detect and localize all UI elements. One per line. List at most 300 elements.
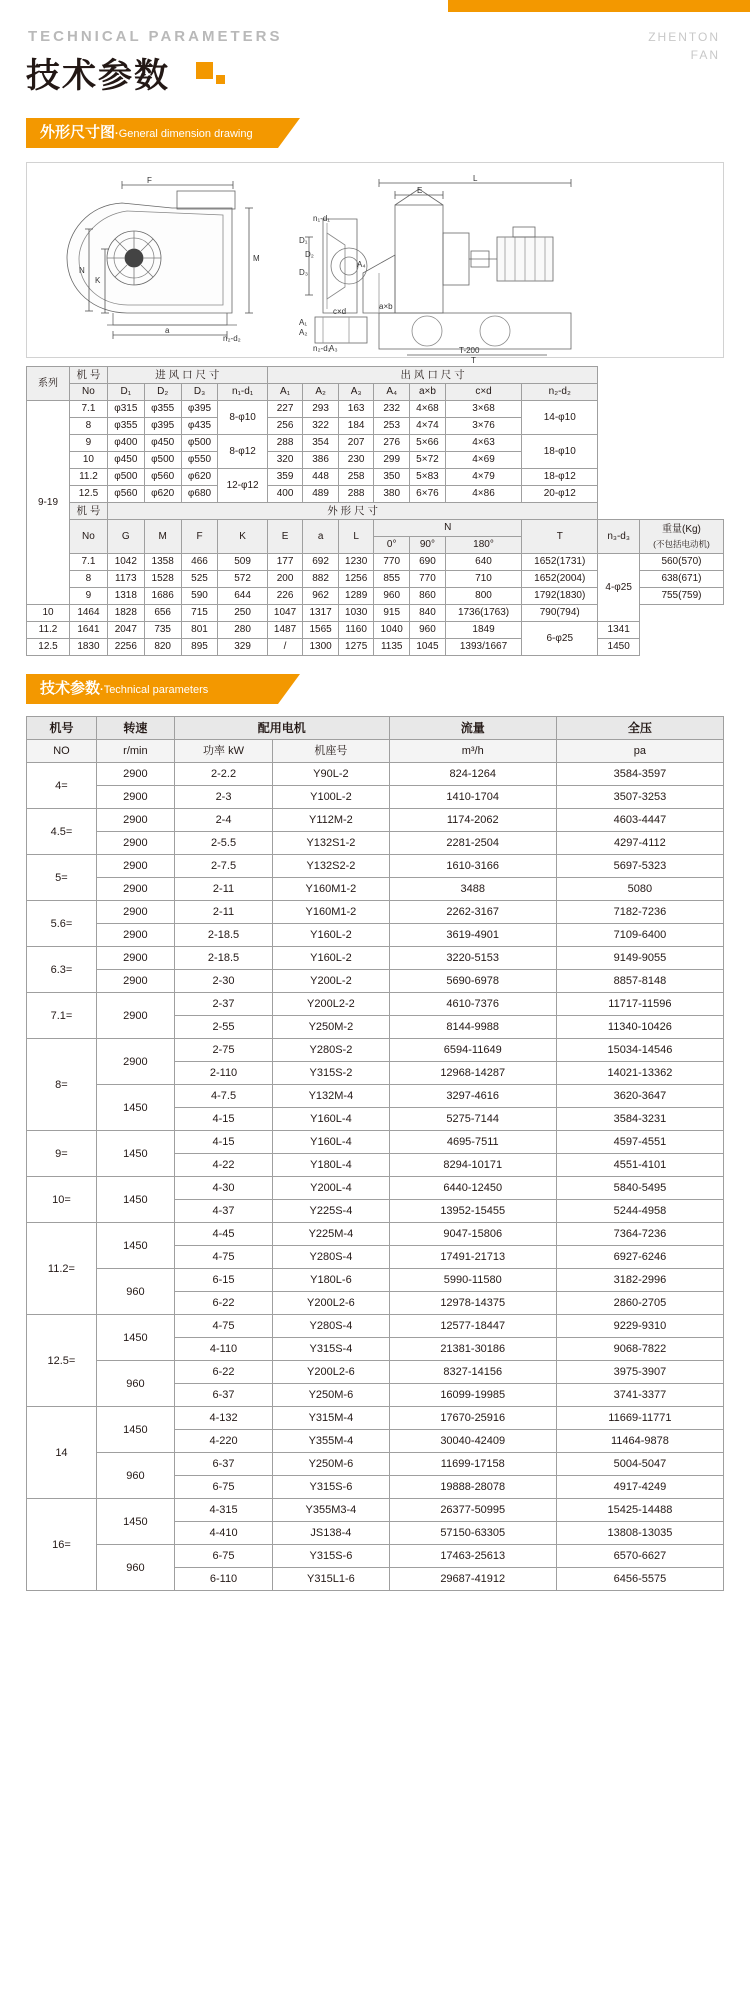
cell-a: 962 bbox=[303, 588, 339, 605]
param-cell-power: 2-30 bbox=[174, 970, 272, 993]
param-cell-pressure: 11464-9878 bbox=[556, 1430, 723, 1453]
table-row bbox=[27, 1453, 724, 1476]
cell-no: 12.5 bbox=[27, 639, 70, 656]
cell-a2: 448 bbox=[303, 469, 339, 486]
col2-weight bbox=[639, 520, 723, 554]
param-cell-pressure: 3584-3231 bbox=[556, 1108, 723, 1131]
cell-cxd: 4×86 bbox=[445, 486, 521, 503]
cell-d1: φ560 bbox=[107, 486, 144, 503]
svg-text:a×b: a×b bbox=[379, 302, 393, 311]
param-unit-speed: r/min bbox=[96, 740, 174, 763]
param-cell-flow: 26377-50995 bbox=[389, 1499, 556, 1522]
col-a1: A₁ bbox=[267, 384, 303, 401]
svg-text:A₄: A₄ bbox=[357, 260, 366, 269]
param-cell-frame: Y315S-6 bbox=[273, 1476, 390, 1499]
param-cell-frame: Y180L-4 bbox=[273, 1154, 390, 1177]
param-cell-pressure: 2860-2705 bbox=[556, 1292, 723, 1315]
param-cell-frame: Y315S-6 bbox=[273, 1545, 390, 1568]
param-cell-frame: Y132S1-2 bbox=[273, 832, 390, 855]
param-cell-frame: Y355M3-4 bbox=[273, 1499, 390, 1522]
param-cell-power: 4-7.5 bbox=[174, 1085, 272, 1108]
section-title-dimension-drawing bbox=[26, 118, 300, 148]
param-cell-frame: Y200L-2 bbox=[273, 970, 390, 993]
param-cell-pressure: 15034-14546 bbox=[556, 1039, 723, 1062]
cell-n180: 710 bbox=[445, 571, 521, 588]
cell-l: 1230 bbox=[338, 554, 374, 571]
param-cell-pressure: 7182-7236 bbox=[556, 901, 723, 924]
param-cell-power: 4-132 bbox=[174, 1407, 272, 1430]
cell-n0: 1160 bbox=[338, 622, 374, 639]
svg-text:E: E bbox=[417, 186, 423, 195]
col2-k: K bbox=[218, 520, 267, 554]
col2-g: G bbox=[107, 520, 144, 554]
col-n1d1: n₁-d₁ bbox=[218, 384, 267, 401]
weight-note: (不包括电动机) bbox=[653, 538, 710, 549]
brand-line-2: FAN bbox=[690, 48, 720, 62]
ribbon-en-label: General dimension drawing bbox=[118, 128, 253, 140]
dimension-table-inlet-outlet bbox=[26, 366, 724, 656]
cell-a: / bbox=[267, 639, 303, 656]
param-cell-power: 4-45 bbox=[174, 1223, 272, 1246]
cell-a1: 359 bbox=[267, 469, 303, 486]
cell-a4: 276 bbox=[374, 435, 410, 452]
cell-a4: 299 bbox=[374, 452, 410, 469]
cell-weight: 1450 bbox=[598, 639, 640, 656]
fan-drawing-svg bbox=[27, 163, 723, 365]
cell-f: 656 bbox=[144, 605, 181, 622]
param-cell-frame: Y315L1-6 bbox=[273, 1568, 390, 1591]
cell-a2: 293 bbox=[303, 401, 339, 418]
cell-n90: 1135 bbox=[374, 639, 410, 656]
cell-no: 10 bbox=[27, 605, 70, 622]
param-cell-pressure: 4297-4112 bbox=[556, 832, 723, 855]
param-cell-speed: 1450 bbox=[96, 1315, 174, 1361]
param-cell-speed: 1450 bbox=[96, 1131, 174, 1177]
table-row bbox=[27, 1545, 724, 1568]
table-row bbox=[27, 878, 724, 901]
param-cell-frame: Y200L2-6 bbox=[273, 1361, 390, 1384]
param-cell-pressure: 5244-4958 bbox=[556, 1200, 723, 1223]
param-cell-pressure: 3182-2996 bbox=[556, 1269, 723, 1292]
cell-g: 1173 bbox=[107, 571, 144, 588]
ribbon-cn-label-2: 技术参数 bbox=[40, 680, 101, 697]
cell-no: 11.2 bbox=[27, 622, 70, 639]
cell-k: 572 bbox=[218, 571, 267, 588]
param-cell-frame: Y132M-4 bbox=[273, 1085, 390, 1108]
param-header-pressure: 全压 bbox=[556, 717, 723, 740]
cell-a1: 227 bbox=[267, 401, 303, 418]
param-cell-pressure: 6570-6627 bbox=[556, 1545, 723, 1568]
param-cell-frame: Y225S-4 bbox=[273, 1200, 390, 1223]
table-row bbox=[27, 786, 724, 809]
table-row bbox=[27, 1499, 724, 1522]
table-row bbox=[27, 832, 724, 855]
cell-f: 525 bbox=[181, 571, 218, 588]
col2-m: M bbox=[144, 520, 181, 554]
cell-d2: φ620 bbox=[144, 486, 181, 503]
param-cell-pressure: 4597-4551 bbox=[556, 1131, 723, 1154]
param-cell-power: 6-37 bbox=[174, 1384, 272, 1407]
table-row bbox=[27, 639, 724, 656]
table-row bbox=[27, 1223, 724, 1246]
ribbon-arrow bbox=[278, 118, 300, 148]
header-series: 系列 bbox=[27, 367, 70, 401]
ribbon-text bbox=[40, 118, 253, 148]
cell-l: 1289 bbox=[338, 588, 374, 605]
param-cell-pressure: 5004-5047 bbox=[556, 1453, 723, 1476]
cell-t: 1652(2004) bbox=[522, 571, 598, 588]
param-cell-flow: 57150-63305 bbox=[389, 1522, 556, 1545]
param-cell-pressure: 6927-6246 bbox=[556, 1246, 723, 1269]
col2-f: F bbox=[181, 520, 218, 554]
param-cell-power: 6-37 bbox=[174, 1453, 272, 1476]
ribbon-text-2 bbox=[40, 674, 208, 704]
param-cell-speed: 1450 bbox=[96, 1499, 174, 1545]
cell-f: 466 bbox=[181, 554, 218, 571]
ribbon-dot: · bbox=[115, 128, 119, 140]
param-cell-power: 2-7.5 bbox=[174, 855, 272, 878]
technical-parameters-table bbox=[26, 716, 724, 1591]
param-cell-speed: 2900 bbox=[96, 1039, 174, 1085]
col-a3: A₃ bbox=[338, 384, 374, 401]
param-cell-speed: 2900 bbox=[96, 993, 174, 1039]
param-cell-flow: 17463-25613 bbox=[389, 1545, 556, 1568]
param-cell-frame: Y315S-2 bbox=[273, 1062, 390, 1085]
table-row bbox=[27, 486, 724, 503]
param-cell-pressure: 3620-3647 bbox=[556, 1085, 723, 1108]
table-row bbox=[27, 1177, 724, 1200]
cell-weight: 638(671) bbox=[639, 571, 723, 588]
cell-n3d3: 4-φ25 bbox=[598, 554, 640, 622]
svg-text:n₂-d₂: n₂-d₂ bbox=[223, 334, 241, 343]
table-row bbox=[27, 1039, 724, 1062]
cell-g: 1830 bbox=[70, 639, 108, 656]
cell-g: 1641 bbox=[70, 622, 108, 639]
cell-a2: 322 bbox=[303, 418, 339, 435]
cell-a4: 380 bbox=[374, 486, 410, 503]
cell-axb: 5×72 bbox=[409, 452, 445, 469]
param-cell-frame: Y160L-4 bbox=[273, 1108, 390, 1131]
cell-e: 329 bbox=[218, 639, 267, 656]
cell-n90: 1040 bbox=[374, 622, 410, 639]
cell-n0: 1275 bbox=[338, 639, 374, 656]
param-cell-model-no: 5.6= bbox=[27, 901, 97, 947]
param-cell-power: 2-5.5 bbox=[174, 832, 272, 855]
cell-d3: φ500 bbox=[181, 435, 218, 452]
cell-weight: 560(570) bbox=[639, 554, 723, 571]
param-cell-flow: 30040-42409 bbox=[389, 1430, 556, 1453]
cell-no: 8 bbox=[70, 418, 108, 435]
header-english-title: TECHNICAL PARAMETERS bbox=[28, 28, 283, 45]
col2-no: No bbox=[70, 520, 108, 554]
svg-text:a: a bbox=[165, 326, 170, 335]
param-cell-pressure: 4917-4249 bbox=[556, 1476, 723, 1499]
param-cell-frame: Y100L-2 bbox=[273, 786, 390, 809]
param-unit-power: 功率 kW bbox=[174, 740, 272, 763]
col-n2d2: n₂-d₂ bbox=[522, 384, 598, 401]
param-cell-flow: 3297-4616 bbox=[389, 1085, 556, 1108]
table-row bbox=[27, 1269, 724, 1292]
col2-n-90: 90° bbox=[409, 537, 445, 554]
param-cell-pressure: 9229-9310 bbox=[556, 1315, 723, 1338]
cell-no: 9 bbox=[70, 588, 108, 605]
svg-text:A₂: A₂ bbox=[299, 328, 308, 337]
param-header-flow: 流量 bbox=[389, 717, 556, 740]
col2-n-180: 180° bbox=[445, 537, 521, 554]
table-row bbox=[27, 401, 724, 418]
table-row bbox=[27, 1361, 724, 1384]
cell-g: 1042 bbox=[107, 554, 144, 571]
param-cell-model-no: 8= bbox=[27, 1039, 97, 1131]
param-cell-flow: 13952-15455 bbox=[389, 1200, 556, 1223]
cell-no: 10 bbox=[70, 452, 108, 469]
param-cell-pressure: 14021-13362 bbox=[556, 1062, 723, 1085]
param-table-body bbox=[27, 763, 724, 1591]
param-cell-pressure: 5840-5495 bbox=[556, 1177, 723, 1200]
param-cell-flow: 3220-5153 bbox=[389, 947, 556, 970]
param-cell-power: 6-22 bbox=[174, 1361, 272, 1384]
cell-f: 590 bbox=[181, 588, 218, 605]
cell-e: 200 bbox=[267, 571, 303, 588]
cell-n90: 915 bbox=[374, 605, 410, 622]
cell-k: 509 bbox=[218, 554, 267, 571]
cell-f: 820 bbox=[144, 639, 181, 656]
cell-n90: 860 bbox=[409, 588, 445, 605]
svg-text:n₂-d₂: n₂-d₂ bbox=[313, 344, 331, 353]
cell-l: 1565 bbox=[303, 622, 339, 639]
cell-d1: φ355 bbox=[107, 418, 144, 435]
param-cell-frame: Y355M-4 bbox=[273, 1430, 390, 1453]
param-header-no: 机号 bbox=[27, 717, 97, 740]
ribbon-cn-label: 外形尺寸图 bbox=[40, 124, 116, 141]
param-cell-frame: Y200L2-6 bbox=[273, 1292, 390, 1315]
param-cell-frame: Y280S-4 bbox=[273, 1315, 390, 1338]
table-row bbox=[27, 924, 724, 947]
cell-a1: 320 bbox=[267, 452, 303, 469]
cell-n180: 960 bbox=[409, 622, 445, 639]
param-cell-model-no: 10= bbox=[27, 1177, 97, 1223]
cell-a2: 386 bbox=[303, 452, 339, 469]
param-cell-frame: JS138-4 bbox=[273, 1522, 390, 1545]
cell-t: 1393/1667 bbox=[445, 639, 521, 656]
param-cell-frame: Y315M-4 bbox=[273, 1407, 390, 1430]
cell-d2: φ560 bbox=[144, 469, 181, 486]
cell-e: 250 bbox=[218, 605, 267, 622]
param-cell-flow: 4695-7511 bbox=[389, 1131, 556, 1154]
decorative-square-small bbox=[216, 75, 225, 84]
param-cell-speed: 1450 bbox=[96, 1223, 174, 1269]
param-cell-power: 4-15 bbox=[174, 1108, 272, 1131]
param-cell-power: 6-75 bbox=[174, 1545, 272, 1568]
table-row bbox=[27, 1085, 724, 1108]
cell-m: 2047 bbox=[107, 622, 144, 639]
col-a2: A₂ bbox=[303, 384, 339, 401]
param-cell-frame: Y225M-4 bbox=[273, 1223, 390, 1246]
cell-a1: 256 bbox=[267, 418, 303, 435]
param-cell-pressure: 3507-3253 bbox=[556, 786, 723, 809]
cell-no: 12.5 bbox=[70, 486, 108, 503]
table-row bbox=[27, 469, 724, 486]
cell-d2: φ355 bbox=[144, 401, 181, 418]
decorative-square-large bbox=[196, 62, 213, 79]
param-cell-frame: Y250M-2 bbox=[273, 1016, 390, 1039]
param-cell-flow: 8144-9988 bbox=[389, 1016, 556, 1039]
cell-l: 1300 bbox=[303, 639, 339, 656]
cell-k: 715 bbox=[181, 605, 218, 622]
cell-a3: 230 bbox=[338, 452, 374, 469]
param-cell-pressure: 8857-8148 bbox=[556, 970, 723, 993]
param-cell-flow: 12978-14375 bbox=[389, 1292, 556, 1315]
param-cell-frame: Y132S2-2 bbox=[273, 855, 390, 878]
cell-a1: 400 bbox=[267, 486, 303, 503]
param-cell-model-no: 12.5= bbox=[27, 1315, 97, 1407]
param-cell-pressure: 9149-9055 bbox=[556, 947, 723, 970]
param-cell-power: 4-315 bbox=[174, 1499, 272, 1522]
param-cell-pressure: 5697-5323 bbox=[556, 855, 723, 878]
param-cell-flow: 17670-25916 bbox=[389, 1407, 556, 1430]
brand-line-1: ZHENTON bbox=[648, 30, 720, 44]
table-row bbox=[27, 1407, 724, 1430]
svg-text:n₁-d₁: n₁-d₁ bbox=[313, 214, 330, 223]
table-row bbox=[27, 809, 724, 832]
cell-t: 1652(1731) bbox=[522, 554, 598, 571]
param-unit-no: NO bbox=[27, 740, 97, 763]
col-a4: A₄ bbox=[374, 384, 410, 401]
cell-n0: 855 bbox=[374, 571, 410, 588]
ribbon-dot-2: · bbox=[100, 684, 104, 696]
param-cell-frame: Y90L-2 bbox=[273, 763, 390, 786]
cell-n2d2: 18-φ12 bbox=[522, 469, 598, 486]
param-cell-pressure: 4603-4447 bbox=[556, 809, 723, 832]
header-outlet-size: 出 风 口 尺 寸 bbox=[267, 367, 598, 384]
param-cell-flow: 12577-18447 bbox=[389, 1315, 556, 1338]
param-cell-frame: Y280S-2 bbox=[273, 1039, 390, 1062]
cell-n2d2: 18-φ10 bbox=[522, 435, 598, 469]
dimension-drawing bbox=[26, 162, 724, 365]
param-cell-flow: 29687-41912 bbox=[389, 1568, 556, 1591]
param-cell-flow: 2281-2504 bbox=[389, 832, 556, 855]
param-cell-flow: 17491-21713 bbox=[389, 1246, 556, 1269]
table-row bbox=[27, 554, 724, 571]
param-cell-power: 2-11 bbox=[174, 878, 272, 901]
cell-d2: φ395 bbox=[144, 418, 181, 435]
cell-n2d2: 14-φ10 bbox=[522, 401, 598, 435]
cell-a: 1047 bbox=[267, 605, 303, 622]
cell-cxd: 4×79 bbox=[445, 469, 521, 486]
svg-text:T-200: T-200 bbox=[459, 346, 480, 355]
cell-t: 1849 bbox=[445, 622, 521, 639]
cell-k: 644 bbox=[218, 588, 267, 605]
param-cell-speed: 2900 bbox=[96, 901, 174, 924]
param-cell-flow: 1610-3166 bbox=[389, 855, 556, 878]
param-cell-frame: Y160M1-2 bbox=[273, 878, 390, 901]
cell-cxd: 3×76 bbox=[445, 418, 521, 435]
param-cell-model-no: 9= bbox=[27, 1131, 97, 1177]
cell-no: 7.1 bbox=[70, 401, 108, 418]
param-cell-speed: 2900 bbox=[96, 947, 174, 970]
cell-m: 1528 bbox=[144, 571, 181, 588]
cell-d3: φ395 bbox=[181, 401, 218, 418]
cell-n180: 840 bbox=[409, 605, 445, 622]
param-cell-frame: Y160L-2 bbox=[273, 947, 390, 970]
param-cell-power: 4-30 bbox=[174, 1177, 272, 1200]
param-unit-frame: 机座号 bbox=[273, 740, 390, 763]
header-model: 机 号 bbox=[70, 367, 108, 384]
param-cell-flow: 1174-2062 bbox=[389, 809, 556, 832]
param-cell-flow: 21381-30186 bbox=[389, 1338, 556, 1361]
col2-e: E bbox=[267, 520, 303, 554]
cell-n90: 770 bbox=[409, 571, 445, 588]
param-cell-speed: 2900 bbox=[96, 786, 174, 809]
cell-d1: φ315 bbox=[107, 401, 144, 418]
cell-cxd: 4×69 bbox=[445, 452, 521, 469]
param-cell-power: 2-75 bbox=[174, 1039, 272, 1062]
param-cell-flow: 16099-19985 bbox=[389, 1384, 556, 1407]
col2-t: T bbox=[522, 520, 598, 554]
cell-n180: 800 bbox=[445, 588, 521, 605]
cell-a3: 207 bbox=[338, 435, 374, 452]
param-cell-flow: 5690-6978 bbox=[389, 970, 556, 993]
svg-text:c×d: c×d bbox=[333, 307, 347, 316]
param-cell-speed: 2900 bbox=[96, 832, 174, 855]
cell-axb: 4×74 bbox=[409, 418, 445, 435]
col-d1: D₁ bbox=[107, 384, 144, 401]
param-cell-frame: Y315S-4 bbox=[273, 1338, 390, 1361]
col2-n-0: 0° bbox=[374, 537, 410, 554]
param-cell-power: 4-110 bbox=[174, 1338, 272, 1361]
table-row bbox=[27, 435, 724, 452]
svg-text:D₂: D₂ bbox=[305, 250, 314, 259]
svg-text:A₃: A₃ bbox=[329, 344, 338, 353]
cell-m: 1828 bbox=[107, 605, 144, 622]
param-cell-pressure: 15425-14488 bbox=[556, 1499, 723, 1522]
cell-no: 11.2 bbox=[70, 469, 108, 486]
param-cell-pressure: 4551-4101 bbox=[556, 1154, 723, 1177]
cell-n1d1: 12-φ12 bbox=[218, 469, 267, 503]
cell-t: 1736(1763) bbox=[445, 605, 521, 622]
svg-text:F: F bbox=[147, 176, 152, 185]
param-cell-flow: 19888-28078 bbox=[389, 1476, 556, 1499]
header-shape-size: 外 形 尺 寸 bbox=[107, 503, 597, 520]
page-title: 技术参数 bbox=[26, 57, 170, 95]
cell-a2: 489 bbox=[303, 486, 339, 503]
table-row bbox=[27, 452, 724, 469]
param-header-motor: 配用电机 bbox=[174, 717, 389, 740]
cell-g: 1318 bbox=[107, 588, 144, 605]
cell-n1d1: 8-φ10 bbox=[218, 401, 267, 435]
param-cell-power: 4-220 bbox=[174, 1430, 272, 1453]
cell-t: 1792(1830) bbox=[522, 588, 598, 605]
param-cell-power: 2-3 bbox=[174, 786, 272, 809]
param-cell-speed: 1450 bbox=[96, 1407, 174, 1453]
param-cell-power: 2-37 bbox=[174, 993, 272, 1016]
table-row bbox=[27, 855, 724, 878]
param-cell-speed: 1450 bbox=[96, 1085, 174, 1131]
param-cell-model-no: 4.5= bbox=[27, 809, 97, 855]
param-cell-flow: 5990-11580 bbox=[389, 1269, 556, 1292]
ribbon-en-label-2: Technical parameters bbox=[103, 684, 209, 696]
param-cell-model-no: 7.1= bbox=[27, 993, 97, 1039]
series-value: 9-19 bbox=[27, 401, 70, 605]
cell-m: 2256 bbox=[107, 639, 144, 656]
cell-e: 226 bbox=[267, 588, 303, 605]
param-cell-speed: 2900 bbox=[96, 878, 174, 901]
cell-d2: φ500 bbox=[144, 452, 181, 469]
cell-k: 801 bbox=[181, 622, 218, 639]
weight-label: 重量(Kg) bbox=[662, 523, 701, 535]
cell-m: 1358 bbox=[144, 554, 181, 571]
cell-l: 1317 bbox=[303, 605, 339, 622]
